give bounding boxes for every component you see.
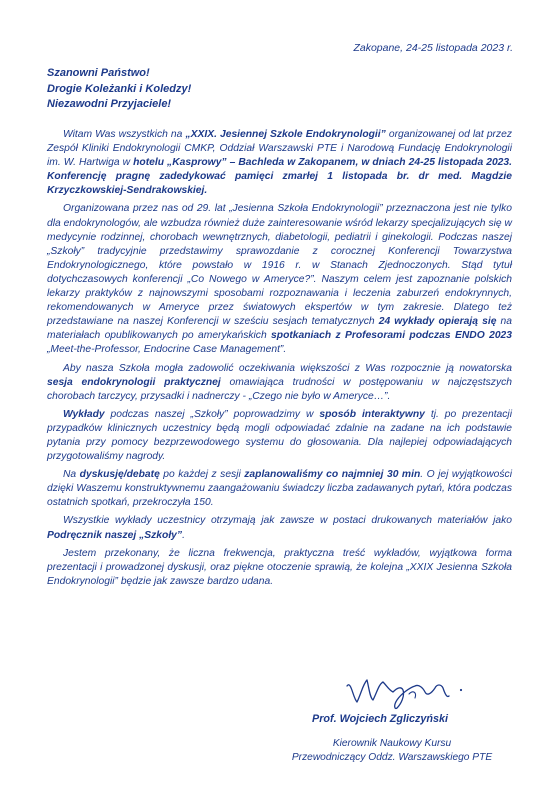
text-run-bold: dyskusję/debatę [79,469,160,481]
greeting-block [47,66,191,113]
text-run-bold: sposób interaktywny [319,408,425,420]
text-run: . [182,529,185,541]
text-run: tj. po prezentacji przypadków klinicznych uczestnicy będą mogli odpowiadać zdalnie na zadane na ich podstawie pytania przy pomocy bezprzewodowego systemu do głosowania. Dla najlepiej odpowiadających przygotowaliśmy nagrody. [47,408,512,463]
text-run: Wszystkie wykłady uczestnicy otrzymają jak zawsze w postaci drukowanych materiałów jako [63,515,512,527]
paragraph-discussion [47,468,512,510]
paragraph-welcome [47,128,512,198]
greeting-line: Drogie Koleżanki i Koledzy! [47,82,192,95]
text-run: Aby nasza Szkoła mogła zadowolić oczekiwania większości z Was rozpocznie ją nowatorska [63,362,512,374]
signatory-role [272,737,512,765]
paragraph-about [47,202,512,357]
text-run: Organizowana przez nas od 29. lat „Jesienna Szkoła Endokrynologii” przeznaczona jest nie tylko dla endokrynologów, ale wzbudza również duże zainteresowanie wśród lekarzy specjalizujących się w medycynie rodzinnej, chorobach wewnętrznych, diabetologii, pediatrii i ginekologii. Podczas naszej „Szkoły” tradycyjnie przedstawimy sprawozdanie z corocznej Konferencji Towarzystwa Endokrynologicznego, które powstało w 1916 r. w Stanach Zjednoczonych. Stąd tytuł dotychczasowych konferencji „Co Nowego w Ameryce?”. Naszym celem jest zapoznanie polskich lekarzy praktyków z najnowszymi sposobami rozpoznawania i leczenia zaburzeń endokrynnych, rekomendowanych w Ameryce przez światowych ekspertów w tym zakresie. Dlatego też przedstawiane na naszej Konferencji w sześciu sesjach tematycznych [47,203,512,328]
text-run-bold: 24 wykłady opierają się [378,316,497,328]
role-line: Kierownik Naukowy Kursu [332,738,452,749]
text-run: . O jej wyjątkowości dzięki Waszemu konstruktywnemu zaangażowaniu świadczy liczba zadawanych pytań, która podczas ostatnich spotkań, przekroczyła 150. [47,469,512,509]
handwritten-signature [343,668,469,712]
greeting-line: Niezawodni Przyjaciele! [47,98,172,110]
text-run-bold: Wykłady [63,408,105,420]
text-run: Na [63,469,80,481]
text-run-bold: sesja endokrynologii praktycznej [47,376,221,388]
text-run: na materiałach opublikowanych po amerykańskich [47,316,512,342]
paragraph-closing: Jestem przekonany, że liczna frekwencja, praktyczna treść wykładów, wyjątkowa forma prezentacji i prowadzonej dyskusji, oraz piękne otoczenie sprawią, że kolejna „XXIX Jesienna Szkoła Endokrynologii” będzie jak zawsze bardzo udana. [47,547,512,587]
text-run: podczas naszej „Szkoły” poprowadzimy w [104,408,320,420]
text-run: po każdej z sesji [159,469,245,481]
letter-date: Zakopane, 24-25 listopada 2023 r. [353,42,513,54]
text-run-bold: „XXIX. Jesiennej Szkole Endokrynologii” [185,129,386,140]
letter-body [47,128,512,593]
role-line: Przewodniczący Oddz. Warszawskiego PTE [291,752,493,763]
text-run: organizowanej od lat przez Zespół Kliniki Endokrynologii CMKP, Oddział Warszawski PTE i Narodową Fundację Endokrynologii im. W. Hartwiga w [47,129,513,169]
text-run-bold: Podręcznik naszej „Szkoły” [47,529,183,541]
signatory-name: Prof. Wojciech Zgliczyński [312,713,448,725]
text-run-bold: zaplanowaliśmy co najmniej 30 min [244,469,421,481]
text-run: „Meet-the-Professor, Endocrine Case Management”. [47,344,287,356]
paragraph-practical-session [47,362,512,404]
text-run-bold: spotkaniach z Profesorami podczas ENDO 2023 [271,330,512,342]
greeting-line: Szanowni Państwo! [47,67,150,79]
paragraph-interactive [47,408,512,464]
text-run: Witam Was wszystkich na [63,129,186,140]
text-run-bold: hotelu „Kasprowy” – Bachleda w Zakopanem, w dniach 24-25 listopada 2023. Konferencję pragnę zadedykować pamięci zmarłej 1 listopada br. dr med. Magdzie Krzyczkowskiej-Sendrakowskiej. [47,157,512,197]
paragraph-materials [47,514,512,542]
text-run: omawiająca trudności w postępowaniu w najczęstszych chorobach tarczycy, przysadki i nadnerczy - „Czego nie było w Ameryce…”. [47,376,512,402]
